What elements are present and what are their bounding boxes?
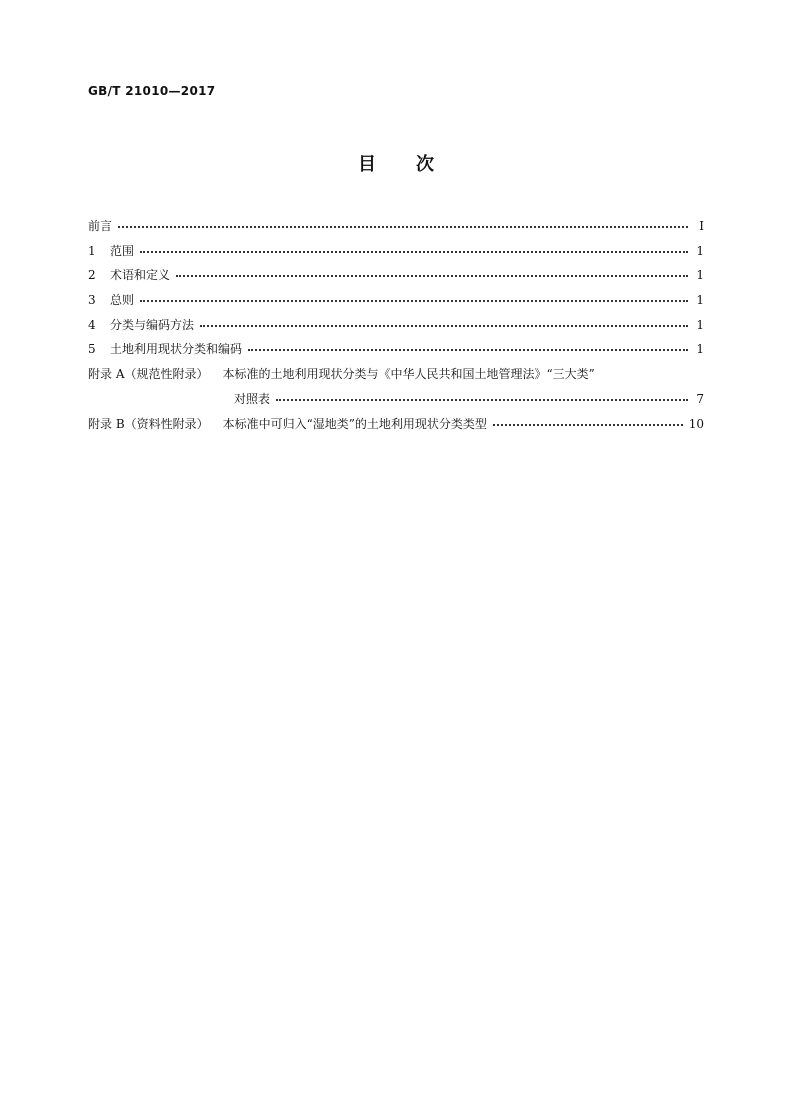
toc-appendix-prefix: 附录 B（资料性附录）	[88, 416, 209, 431]
page-title-part1: 目	[358, 154, 376, 175]
toc-entry-number: 1	[88, 243, 96, 258]
toc-entry-number: 3	[88, 293, 96, 308]
toc-entry-page: 1	[696, 317, 704, 332]
toc-entry-label: 总则	[110, 293, 135, 308]
table-of-contents	[88, 216, 704, 438]
toc-entry-appendix-a-continued[interactable]	[88, 389, 704, 414]
toc-entry-scope[interactable]	[88, 241, 704, 266]
toc-entry-general[interactable]	[88, 290, 704, 315]
toc-leader-dots	[176, 265, 688, 279]
toc-entry-page: Ⅰ	[699, 219, 704, 233]
standard-code: GB/T 21010—2017	[88, 84, 216, 98]
toc-leader-dots	[200, 315, 688, 329]
toc-entry-label: 土地利用现状分类和编码	[110, 342, 243, 357]
toc-entry-appendix-a[interactable]	[88, 364, 704, 389]
toc-entry-number: 2	[88, 268, 96, 283]
toc-entry-page: 1	[696, 293, 704, 308]
toc-entry-terms[interactable]	[88, 265, 704, 290]
page-title-part2: 次	[416, 154, 434, 175]
toc-entry-appendix-b[interactable]	[88, 414, 704, 439]
toc-entry-page: 7	[696, 391, 704, 406]
toc-entry-label: 本标准的土地利用现状分类与《中华人民共和国土地管理法》“三大类”	[222, 367, 595, 382]
toc-entry-foreword[interactable]	[88, 216, 704, 241]
toc-entry-land-use-classification[interactable]	[88, 339, 704, 364]
toc-entry-label: 对照表	[234, 391, 271, 406]
toc-entry-page: 1	[696, 268, 704, 283]
toc-entry-label: 前言	[88, 219, 113, 233]
page-title	[0, 150, 792, 176]
toc-leader-dots	[493, 414, 683, 428]
toc-entry-number: 4	[88, 317, 96, 332]
toc-leader-dots	[276, 389, 688, 403]
toc-leader-dots	[118, 216, 688, 230]
toc-entry-page: 1	[696, 243, 704, 258]
toc-entry-label: 范围	[110, 243, 135, 258]
toc-entry-classification-method[interactable]	[88, 315, 704, 340]
toc-entry-page: 10	[688, 416, 704, 431]
toc-appendix-prefix: 附录 A（规范性附录）	[88, 367, 209, 382]
toc-entry-label: 分类与编码方法	[110, 317, 195, 332]
toc-entry-number: 5	[88, 342, 96, 357]
toc-entry-page: 1	[696, 342, 704, 357]
toc-entry-label: 本标准中可归入“湿地类”的土地利用现状分类类型	[222, 416, 487, 431]
toc-leader-dots	[140, 290, 688, 304]
toc-leader-dots	[140, 241, 688, 255]
toc-leader-dots	[248, 339, 688, 353]
toc-entry-label: 术语和定义	[110, 268, 171, 283]
